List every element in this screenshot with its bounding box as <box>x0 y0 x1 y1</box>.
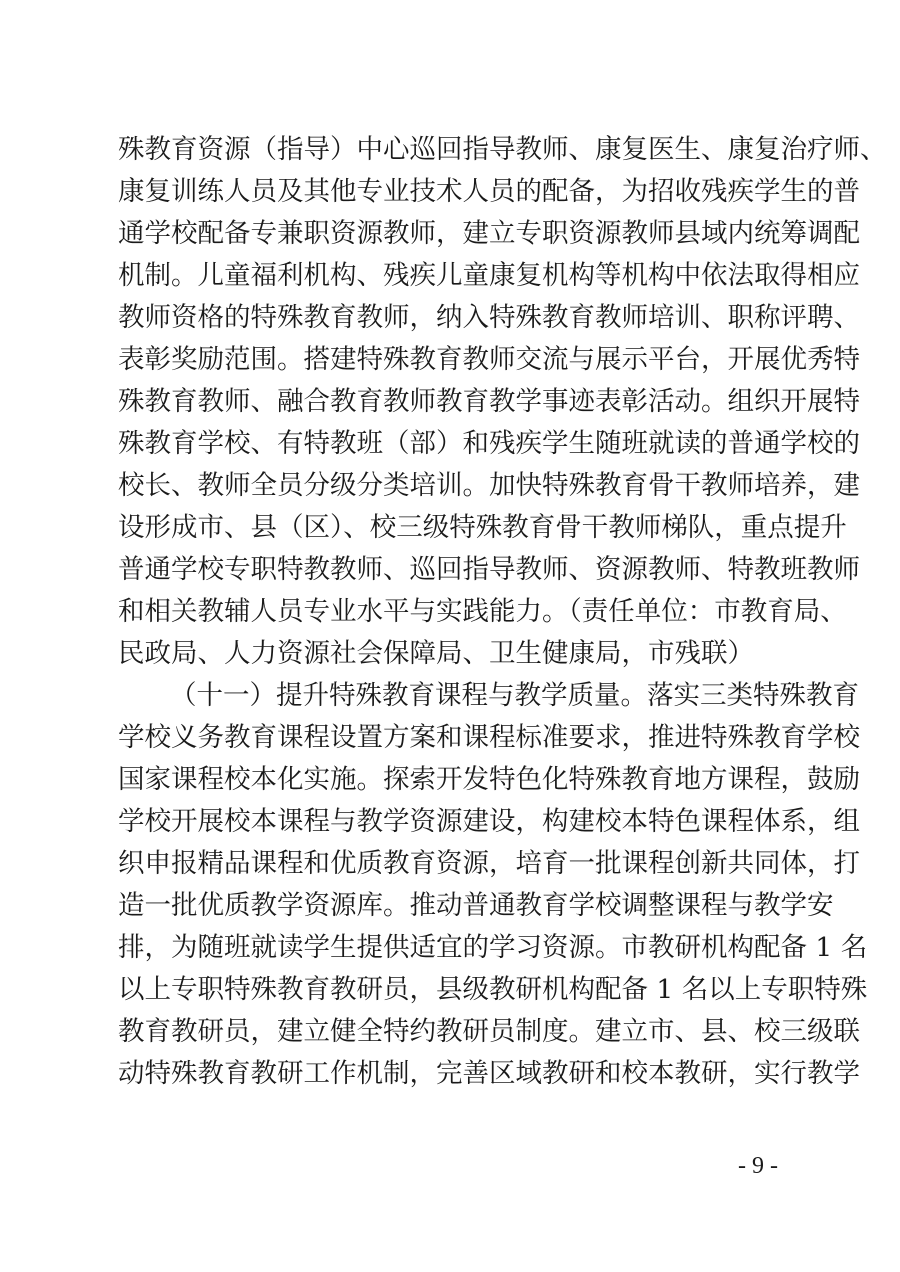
text-line: 民政局、人力资源社会保障局、卫生健康局，市残联） <box>118 638 754 669</box>
text-line: 教育教研员，建立健全特约教研员制度。建立市、县、校三级联 <box>118 1016 860 1047</box>
text-line: 教师资格的特殊教育教师，纳入特殊教育教师培训、职称评聘、 <box>118 302 860 333</box>
text-line: 通学校配备专兼职资源教师，建立专职资源教师县域内统筹调配 <box>118 218 860 249</box>
text-line: 表彰奖励范围。搭建特殊教育教师交流与展示平台，开展优秀特 <box>118 344 860 375</box>
text-line: 普通学校专职特教教师、巡回指导教师、资源教师、特教班教师 <box>118 554 860 585</box>
text-line: 排，为随班就读学生提供适宜的学习资源。市教研机构配备 1 名 <box>118 932 868 963</box>
text-line: 国家课程校本化实施。探索开发特色化特殊教育地方课程，鼓励 <box>118 764 860 795</box>
text-line: 织申报精品课程和优质教育资源，培育一批课程创新共同体，打 <box>118 848 860 879</box>
text-line: 机制。儿童福利机构、残疾儿童康复机构等机构中依法取得相应 <box>118 260 860 291</box>
section-number: （十一） <box>170 680 276 711</box>
text-line: 殊教育资源（指导）中心巡回指导教师、康复医生、康复治疗师、 <box>118 134 887 165</box>
text-line: 设形成市、县（区）、校三级特殊教育骨干教师梯队，重点提升 <box>118 512 847 543</box>
text-line: 造一批优质教学资源库。推动普通教育学校调整课程与教学安 <box>118 890 834 921</box>
text-line: 殊教育学校、有特教班（部）和残疾学生随班就读的普通学校的 <box>118 428 860 459</box>
text-line: 殊教育教师、融合教育教师教育教学事迹表彰活动。组织开展特 <box>118 386 860 417</box>
text-line: 校长、教师全员分级分类培训。加快特殊教育骨干教师培养，建 <box>118 470 860 501</box>
text-line: 学校开展校本课程与教学资源建设，构建校本特色课程体系，组 <box>118 806 860 837</box>
text-line: 和相关教辅人员专业水平与实践能力。（责任单位：市教育局、 <box>118 596 847 627</box>
text-line: 学校义务教育课程设置方案和课程标准要求，推进特殊教育学校 <box>118 722 860 753</box>
section-heading-line <box>170 675 859 717</box>
text-line: 动特殊教育教研工作机制，完善区域教研和校本教研，实行教学 <box>118 1058 860 1089</box>
page-number: - 9 - <box>738 1153 778 1179</box>
text-line: 以上专职特殊教育教研员，县级教研机构配备 1 名以上专职特殊 <box>118 974 868 1005</box>
section-title: 提升特殊教育课程与教学质量。 <box>276 680 647 711</box>
text-line: 康复训练人员及其他专业技术人员的配备，为招收残疾学生的普 <box>118 176 860 207</box>
text-run: 落实三类特殊教育 <box>647 680 859 711</box>
